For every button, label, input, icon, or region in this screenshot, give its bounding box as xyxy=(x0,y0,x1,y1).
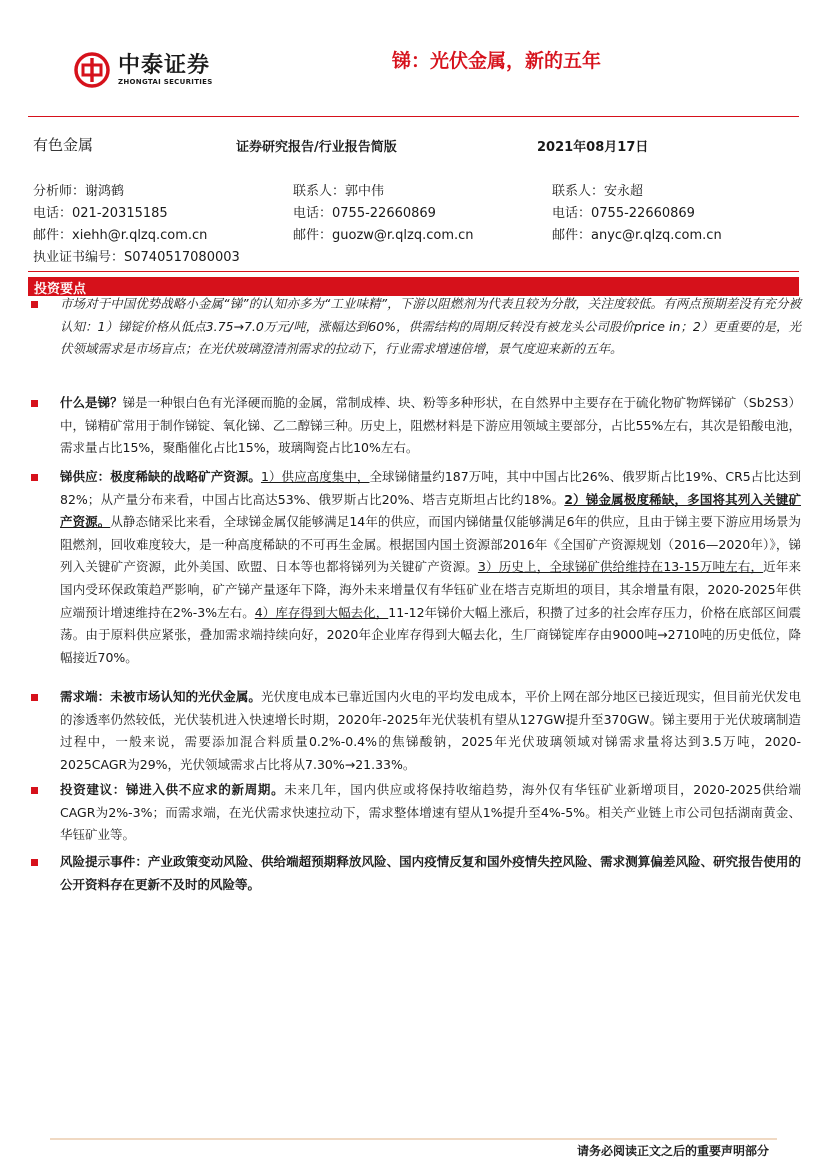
contact-phone: 电话：0755-22660869 xyxy=(552,206,695,221)
paragraph-demand xyxy=(60,686,801,776)
header-divider xyxy=(28,116,799,117)
footer-divider xyxy=(50,1138,777,1140)
section-title: 投资要点 xyxy=(34,282,87,297)
logo-name-cn: 中泰证券 xyxy=(118,52,211,78)
bullet-icon xyxy=(31,787,38,794)
paragraph-text: 市场对于中国优势战略小金属“锑”的认知亦多为“工业味精”，下游以阻燃剂为代表且较为分散，关注度较低。有两点预期差没有充分被认知：1）锑锭价格从低点3.75→7.0万元/吨，涨幅达到60%，供需结构的周期反转没有被龙头公司股价price in；2）更重要的是，光伏领域需求是市场盲点；在光伏玻璃澄清剂需求的拉动下，行业需求增速倍增，景气度迎来新的五年。 xyxy=(60,296,801,357)
bullet-icon xyxy=(31,301,38,308)
logo-name-en: ZHONGTAI SECURITIES xyxy=(118,77,213,86)
paragraph-text: 锑是一种银白色有光泽硬而脆的金属，常制成棒、块、粉等多种形状，在自然界中主要存在于硫化物矿物辉锑矿（Sb2S3）中，锑精矿常用于制作锑锭、氧化锑、乙二醇锑三种。历史上，阻燃材料是下游应用领域主要部分，占比55%左右，其次是铅酸电池，需求量占比15%，聚酯催化占比15%，玻璃陶瓷占比10%左右。 xyxy=(60,395,801,456)
paragraph-lead: 什么是锑？ xyxy=(60,395,123,410)
bullet-icon xyxy=(31,400,38,407)
footer-disclaimer: 请务必阅读正文之后的重要声明部分 xyxy=(576,1144,769,1158)
contact-email[interactable]: 邮件：guozw@r.qlzq.com.cn xyxy=(293,228,474,243)
report-type: 证券研究报告/行业报告简版 xyxy=(236,140,397,155)
analyst-name: 分析师：谢鸿鹤 xyxy=(33,184,125,199)
supply-point-1: 1）供应高度集中， xyxy=(260,469,370,484)
paragraph-investment xyxy=(60,779,801,847)
contact-person-2 xyxy=(552,181,722,247)
supply-point-3: 3）历史上，全球锑矿供给维持在13-15万吨左右， xyxy=(477,559,764,575)
supply-point-2: 2）锑金属极度稀缺，多国将其列入关键矿产资源。 xyxy=(60,491,801,530)
analyst-phone: 电话：021-20315185 xyxy=(33,206,168,221)
bullet-icon xyxy=(31,474,38,481)
contacts-divider xyxy=(28,271,799,272)
bullet-icon xyxy=(31,694,38,701)
contact-email[interactable]: 邮件：anyc@r.qlzq.com.cn xyxy=(552,228,722,243)
contact-name: 联系人：郭中伟 xyxy=(293,184,385,199)
paragraph-risk xyxy=(60,851,801,896)
supply-point-4: 4）库存得到大幅去化， xyxy=(254,604,389,620)
paragraph-what-is-antimony xyxy=(60,392,801,460)
bullet-icon xyxy=(31,859,38,866)
analyst-email[interactable]: 邮件：xiehh@r.qlzq.com.cn xyxy=(33,228,208,243)
contact-analyst xyxy=(33,181,240,269)
supply-text-4: 11-12年锑价大幅上涨后，积攒了过多的社会库存压力，价格在底部区间震荡。由于原料供应紧张，叠加需求端持续向好，2020年企业库存得到大幅去化，生厂商锑锭库存由9000吨→2710吨的历史低位，降幅接近70%。 xyxy=(60,604,801,665)
contact-name: 联系人：安永超 xyxy=(552,184,644,199)
paragraph-supply xyxy=(60,466,801,669)
company-logo xyxy=(74,52,213,88)
report-title: 锑：光伏金属，新的五年 xyxy=(392,50,602,72)
industry-category: 有色金属 xyxy=(33,136,94,154)
contact-person-1 xyxy=(293,181,474,247)
logo-mark-icon xyxy=(74,52,110,88)
contact-phone: 电话：0755-22660869 xyxy=(293,206,436,221)
supply-text-1: 全球锑储量约187万吨，其中中国占比26%、俄罗斯占比19%、CR5占比达到82%；从产量分布来看，中国占比高达53%、俄罗斯占比20%、塔吉克斯坦占比约18%。 xyxy=(60,469,801,507)
analyst-license: 执业证书编号：S0740517080003 xyxy=(33,250,240,265)
paragraph-lead: 风险提示事件：产业政策变动风险、供给端超预期释放风险、国内疫情反复和国外疫情失控风险、需求测算偏差风险、研究报告使用的公开资料存在更新不及时的风险等。 xyxy=(60,854,801,892)
paragraph-lead: 投资建议：锑进入供不应求的新周期。 xyxy=(60,782,285,797)
paragraph-text: 光伏度电成本已靠近国内火电的平均发电成本，平价上网在部分地区已接近现实，但目前光伏发电的渗透率仍然较低，光伏装机进入快速增长时期，2020年-2025年光伏装机有望从127GW提升至370GW。锑主要用于光伏玻璃制造过程中，一般来说，需要添加混合料质量0.2%-0.4%的焦锑酸钠，2025年光伏玻璃领域对锑需求量将达到3.5万吨，2020-2025CAGR为29%，光伏领域需求占比将从7.30%→21.33%。 xyxy=(60,689,801,772)
paragraph-lead: 锑供应：极度稀缺的战略矿产资源。 xyxy=(60,469,261,484)
supply-text-2: 从静态储采比来看，全球锑金属仅能够满足14年的供应，而国内锑储量仅能够满足6年的供应，且由于锑主要下游应用场景为阻燃剂，回收难度较大，是一种高度稀缺的不可再生金属。根据国内国土资源部2016年《全国矿产资源规划（2016—2020年）》，锑列入关键矿产资源，此外美国、欧盟、日本等也都将锑列为关键矿产资源。 xyxy=(60,514,801,575)
paragraph-text: 未来几年，国内供应或将保持收缩趋势，海外仅有华钰矿业新增项目，2020-2025供给端CAGR为2%-3%；而需求端，在光伏需求快速拉动下，需求整体增速有望从1%提升至4%-5%。相关产业链上市公司包括湖南黄金、华钰矿业等。 xyxy=(60,782,801,843)
supply-text-3: 近年来国内受环保政策趋严影响，矿产锑产量逐年下降，海外未来增量仅有华钰矿业在塔吉克斯坦的项目，其余增量有限，2020-2025年供应端预计增速维持在2%-3%左右。 xyxy=(60,559,801,620)
report-date: 2021年08月17日 xyxy=(537,140,649,155)
paragraph-summary xyxy=(60,293,801,361)
paragraph-lead: 需求端：未被市场认知的光伏金属。 xyxy=(60,689,261,704)
